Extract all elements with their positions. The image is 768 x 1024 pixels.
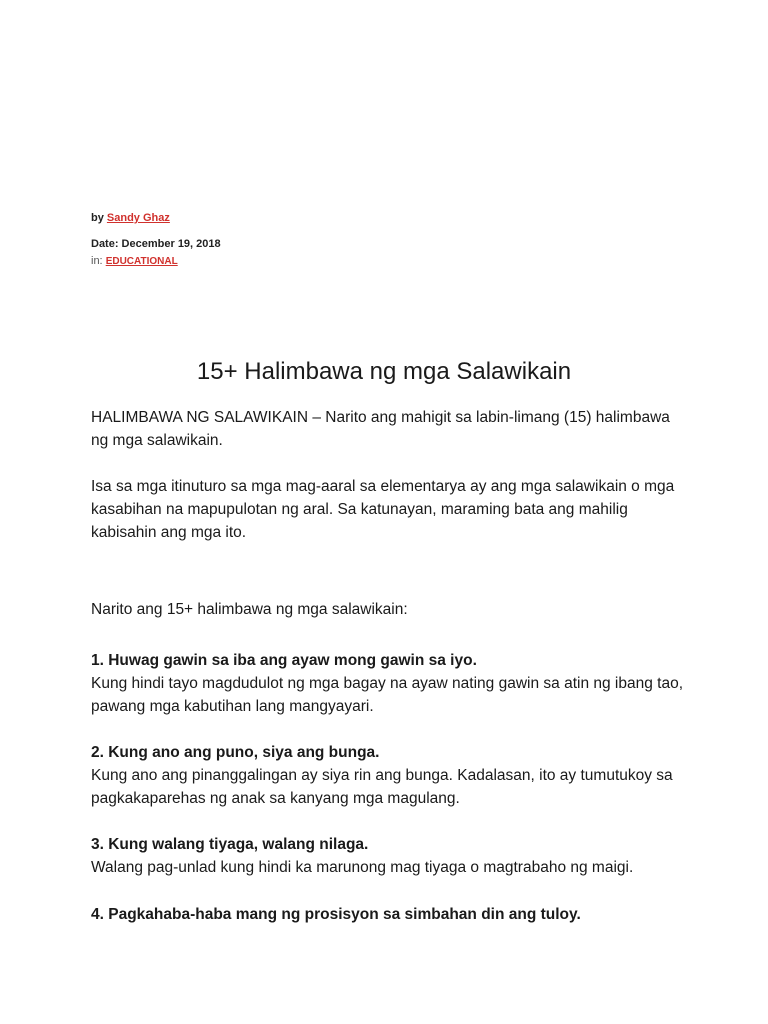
category-link[interactable]: EDUCATIONAL <box>105 256 178 267</box>
list-item <box>91 649 701 718</box>
author-line <box>91 211 170 225</box>
by-label: by <box>91 212 104 224</box>
list-item <box>91 833 701 879</box>
in-label: in: <box>91 255 103 267</box>
list-item-heading: 1. Huwag gawin sa iba ang ayaw mong gawin sa iyo. <box>91 652 477 669</box>
category-line <box>91 254 178 269</box>
list-item <box>91 741 701 810</box>
list-item <box>91 903 701 926</box>
list-item-body: Kung ano ang pinanggalingan ay siya rin ang bunga. Kadalasan, ito ay tumutukoy sa pagkakaparehas ng anak sa kanyang mga magulang. <box>91 767 673 807</box>
list-item-heading: 3. Kung walang tiyaga, walang nilaga. <box>91 836 369 853</box>
post-date: Date: December 19, 2018 <box>91 238 221 250</box>
list-item-heading: 2. Kung ano ang puno, siya ang bunga. <box>91 744 380 761</box>
article-title: 15+ Halimbawa ng mga Salawikain <box>196 358 572 385</box>
list-item-heading: 4. Pagkahaba-haba mang ng prosisyon sa simbahan din ang tuloy. <box>91 906 581 923</box>
body-paragraph: Isa sa mga itinuturo sa mga mag-aaral sa elementarya ay ang mga salawikain o mga kasabihan na mapupulotan ng aral. Sa katunayan, maraming bata ang mahilig kabisahin ang mga ito. <box>91 478 675 541</box>
list-item-body: Kung hindi tayo magdudulot ng mga bagay na ayaw nating gawin sa atin ng ibang tao, pawang mga kabutihan lang mangyayari. <box>91 675 684 715</box>
list-lead-in: Narito ang 15+ halimbawa ng mga salawikain: <box>91 601 408 618</box>
intro-paragraph: HALIMBAWA NG SALAWIKAIN – Narito ang mahigit sa labin-limang (15) halimbawa ng mga salawikain. <box>91 409 670 449</box>
author-link[interactable]: Sandy Ghaz <box>106 212 170 224</box>
list-item-body: Walang pag-unlad kung hindi ka marunong mag tiyaga o magtrabaho ng maigi. <box>91 859 634 876</box>
